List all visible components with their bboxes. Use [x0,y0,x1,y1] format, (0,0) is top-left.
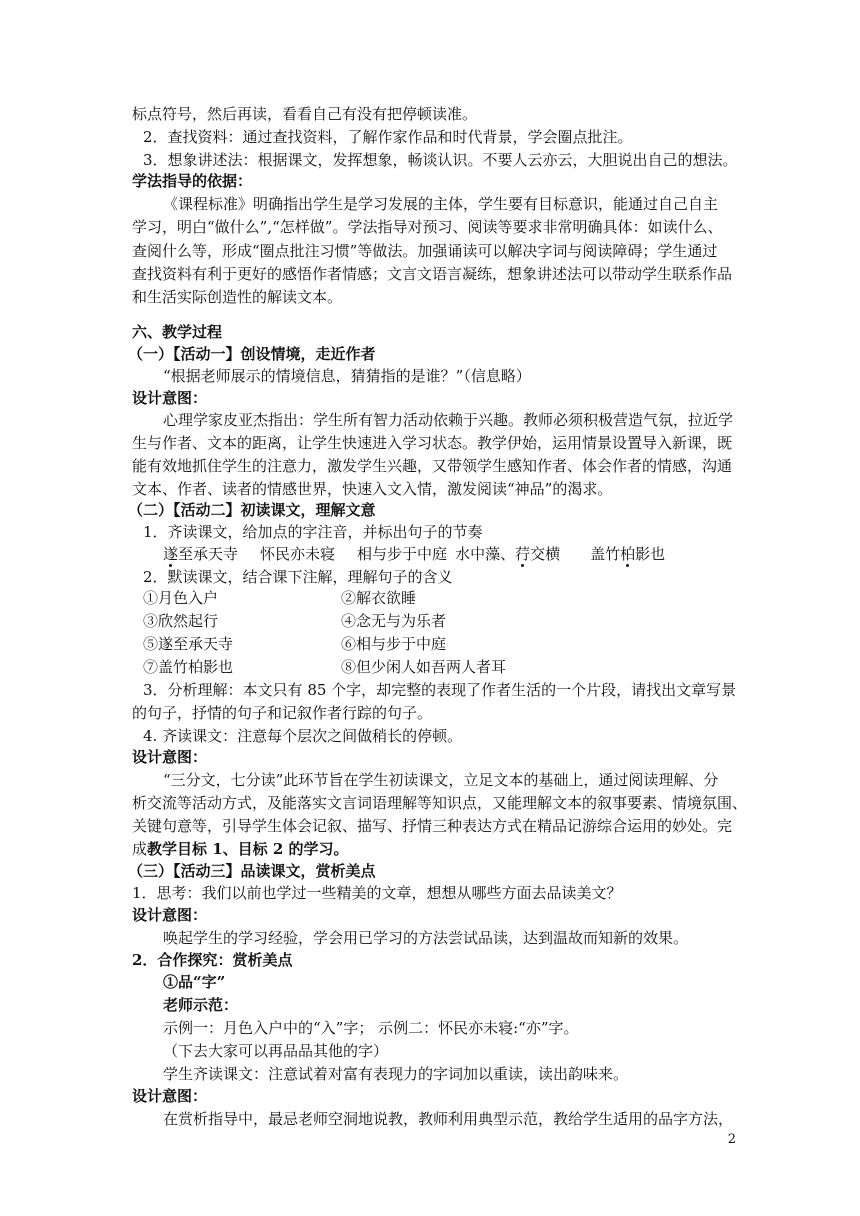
text-line: 示例一：月色入户中的“入”字； 示例二：怀民亦未寝:“亦”字。 [163,1019,579,1037]
dotted-char: 荇 [515,545,531,563]
phrase-text: 影也 [635,545,666,563]
design-intent-heading: 设计意图： [132,389,208,407]
sentence-item: ⑥相与步于中庭 [341,635,447,653]
paragraph-line: 能有效地抓住学生的注意力，激发学生兴趣，又带领学生感知作者、体会作者的情感，沟通 [132,457,733,475]
sentence-item: ①月色入户 [143,589,219,607]
paragraph-line: 查阅什么等，形成“圈点批注习惯”等做法。加强诵读可以解决字词与阅读障碍；学生通过 [132,242,718,260]
text-line: 2．查找资料：通过查找资料，了解作家作品和时代背景，学会圈点批注。 [143,128,633,146]
text-line: 2．默读课文，结合课下注解，理解句子的含义 [143,568,453,586]
phrase-text: 相与步于中庭 [357,545,448,563]
phrase-text: 交横 [530,545,561,563]
paragraph-line: 在赏析指导中，最忌老师空洞地说教，教师利用典型示范，教给学生适用的品字方法， [163,1110,734,1128]
paragraph-line: 和生活实际创造性的解读文本。 [132,288,343,306]
sentence-item: ⑤遂至承天寺 [143,635,234,653]
dotted-char: 遂 [163,545,179,563]
paragraph-line: “三分文，七分读”此环节旨在学生初读课文，立足文本的基础上，通过阅读理解、分 [163,771,719,789]
section-heading: 学法指导的依据： [132,172,253,190]
subsection-heading: ①品“字” [163,973,226,991]
sentence-item: ⑦盖竹柏影也 [143,658,234,676]
text-line: 3．分析理解：本文只有 85 个字，却完整的表现了作者生活的一个片段，请找出文章写景 [143,681,737,699]
paragraph-line: 《课程标准》明确指出学生是学习发展的主体，学生要有目标意识，能通过自己自主 [163,195,719,213]
phrase-text: 水中藻、 [455,545,516,563]
text-line: 3．想象讲述法：根据课文，发挥想象，畅谈认识。不要人云亦云，大胆说出自己的想法。 [143,151,738,169]
paragraph-line: 学习，明白“做什么”,“怎样做”。学法指导对预习、阅读等要求非常明确具体：如读什么、 [132,218,723,236]
text-line: 1．思考：我们以前也学过一些精美的文章，想想从哪些方面去品读美文？ [132,884,622,902]
text-line: “根据老师展示的情境信息，猜猜指的是谁？”（信息略） [163,367,531,385]
paragraph-line: 关键句意等，引导学生体会记叙、描写、抒情三种表达方式在精品记游综合运用的妙处。完 [132,817,733,835]
paragraph-line: 生与作者、文本的距离，让学生快速进入学习状态。教学伊始，运用情景设置导入新课，既 [132,434,733,452]
paragraph-line: 唤起学生的学习经验，学会用已学习的方法尝试品读，达到温故而知新的效果。 [163,929,689,947]
activity-heading: （二）【活动二】初读课文，理解文意 [128,501,376,519]
text-line: 4. 齐读课文：注意每个层次之间做稍长的停顿。 [143,727,463,745]
paragraph-line: 心理学家皮亚杰指出：学生所有智力活动依赖于兴趣。教师必须积极营造气氛，拉近学 [163,411,734,429]
paragraph-line: 查找资料有利于更好的感悟作者情感；文言文语言凝练，想象讲述法可以带动学生联系作品 [132,265,733,283]
paragraph-line: 析交流等活动方式，及能落实文言词语理解等知识点，又能理解文本的叙事要素、情境氛围、 [132,794,748,812]
design-intent-heading: 设计意图： [132,906,208,924]
text-line: 的句子，抒情的句子和记叙作者行踪的句子。 [132,704,433,722]
section-heading: 六、教学过程 [132,323,223,341]
dotted-char: 柏 [620,545,636,563]
paragraph-line [132,838,349,860]
phrase-text: 盖竹 [590,545,621,563]
phrase-text: 至承天寺 [178,545,239,563]
text-run: 成 [132,840,148,858]
text-line: 标点符号，然后再读，看看自己有没有把停顿读准。 [132,105,478,123]
phrase-text: 怀民亦未寝 [260,545,336,563]
phrase-row [163,543,665,565]
text-line: 学生齐读课文：注意试着对富有表现力的字词加以重读，读出韵味来。 [163,1065,629,1083]
page-number: 2 [727,1132,736,1147]
text-line: 1．齐读课文，给加点的字注音，并标出句子的节奏 [143,523,483,541]
text-line: （下去大家可以再品品其他的字） [163,1042,389,1060]
activity-heading: （三）【活动三】品读课文，赏析美点 [128,862,376,880]
subsection-heading: 老师示范： [163,996,239,1014]
paragraph-line: 文本、作者、读者的情感世界，快速入文入情，激发阅读“神品”的渴求。 [132,480,613,498]
sentence-item: ③欣然起行 [143,612,219,630]
subsection-heading: 2．合作探究：赏析美点 [132,951,293,969]
sentence-item: ②解衣欲睡 [341,589,417,607]
bold-run: 教学目标 1、目标 2 的学习。 [147,840,349,858]
design-intent-heading: 设计意图： [132,1087,208,1105]
activity-heading: （一）【活动一】创设情境，走近作者 [128,345,376,363]
sentence-item: ④念无与为乐者 [341,612,447,630]
sentence-item: ⑧但少闲人如吾两人者耳 [341,658,507,676]
design-intent-heading: 设计意图： [132,748,208,766]
